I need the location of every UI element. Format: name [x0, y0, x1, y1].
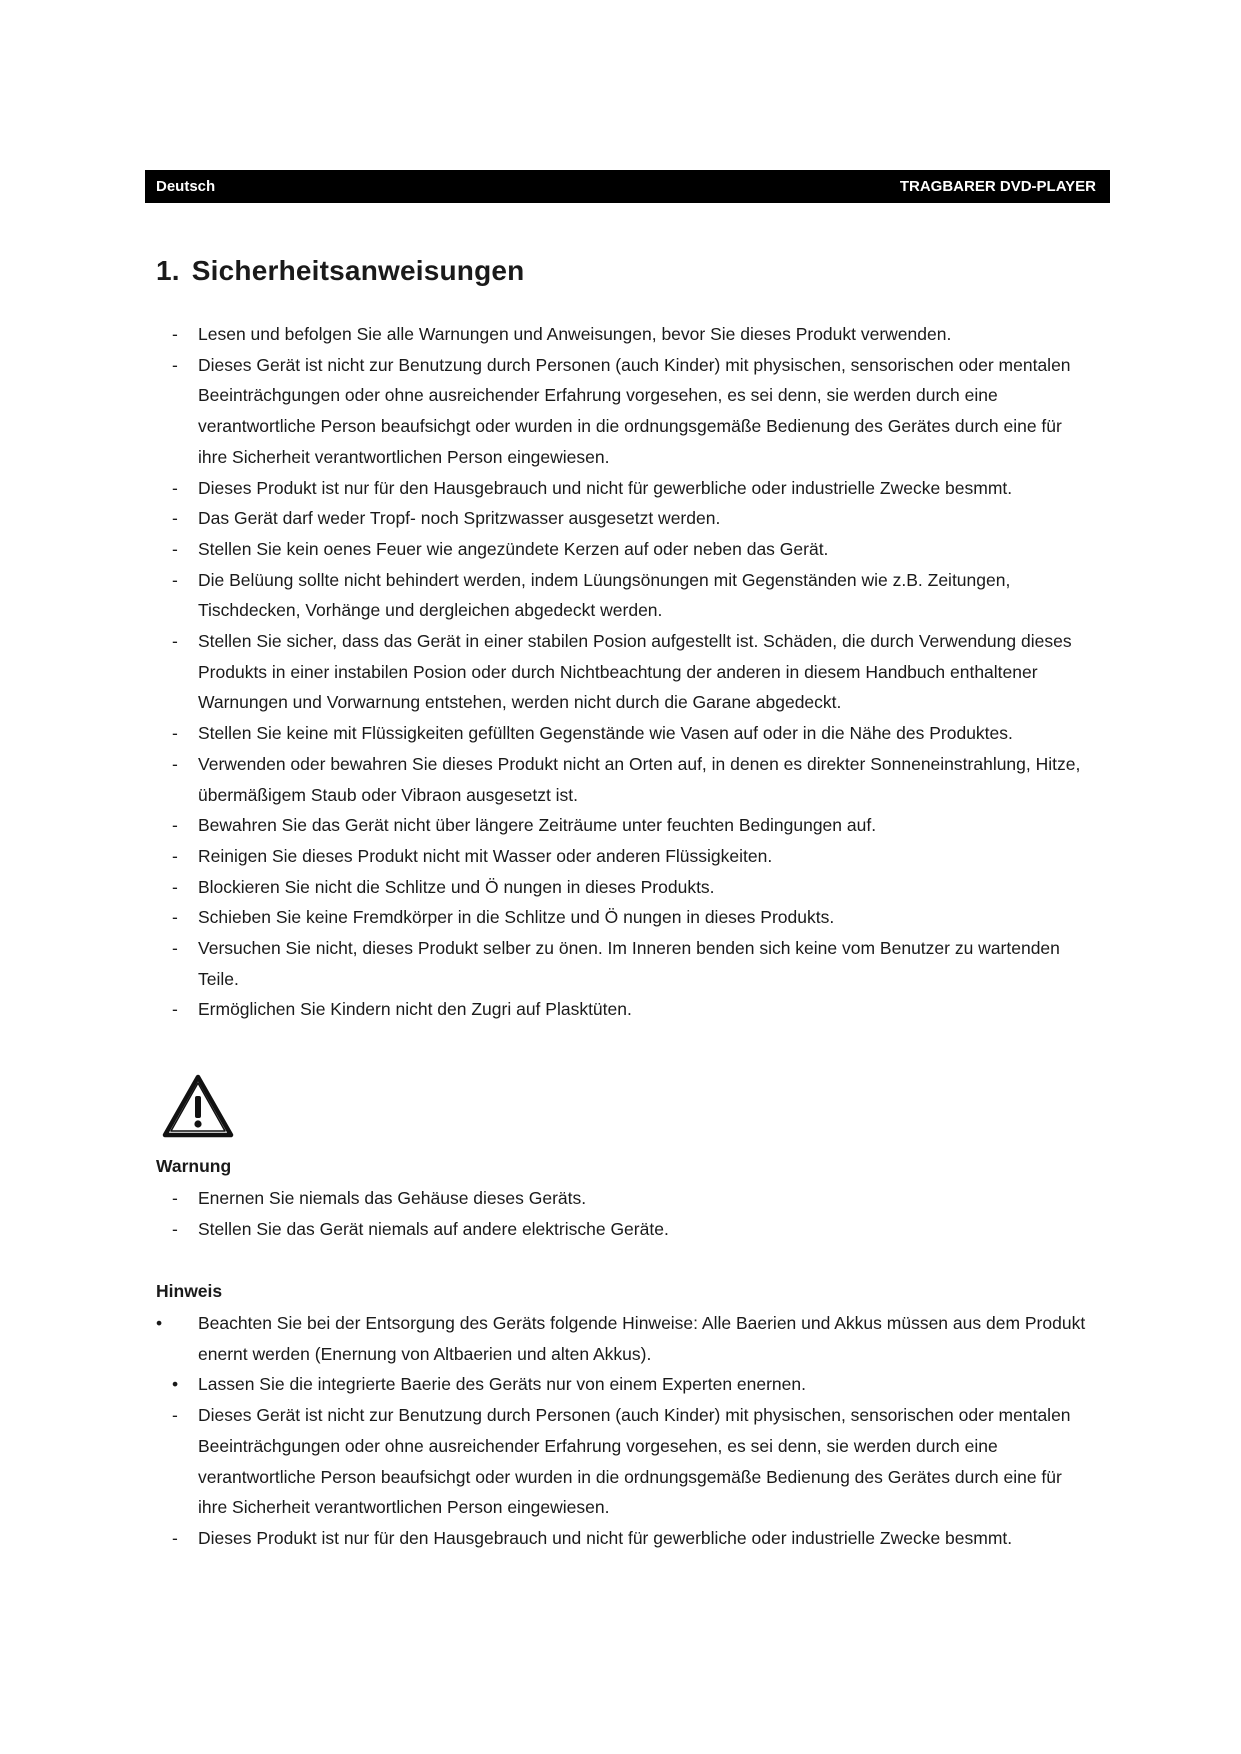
- header-product: TRAGBARER DVD-PLAYER: [899, 178, 1096, 195]
- list-item: - Stellen Sie keine mit Flüssigkeiten gefüllten Gegenstände wie Vasen auf oder in die Nähe des Produktes.: [156, 718, 1086, 749]
- note-heading: Hinweis: [156, 1281, 223, 1301]
- list-item: - Die Belüung sollte nicht behindert werden, indem Lüungsönungen mit Gegenständen wie z.B. Zeitungen, Tischdecken, Vorhänge und dergleichen abgedeckt werden.: [156, 565, 1086, 626]
- list-item: - Bewahren Sie das Gerät nicht über längere Zeiträume unter feuchten Bedingungen auf.: [156, 810, 1086, 841]
- list-item: - Das Gerät darf weder Tropf- noch Spritzwasser ausgesetzt werden.: [156, 503, 1086, 534]
- list-item: - Verwenden oder bewahren Sie dieses Produkt nicht an Orten auf, in denen es direkter Sonneneinstrahlung, Hitze, übermäßigem Staub oder Vibraon ausgesetzt ist.: [156, 749, 1086, 810]
- list-item: - Ermöglichen Sie Kindern nicht den Zugri auf Plasktüten.: [156, 994, 1086, 1025]
- section-title-text: Sicherheitsanweisungen: [191, 255, 525, 286]
- note-list: [156, 1308, 1086, 1554]
- warning-triangle-icon: [162, 1074, 234, 1138]
- list-item: - Enernen Sie niemals das Gehäuse dieses Geräts.: [156, 1183, 1086, 1214]
- list-item: - Stellen Sie kein oenes Feuer wie angezündete Kerzen auf oder neben das Gerät.: [156, 534, 1086, 565]
- list-item: - Schieben Sie keine Fremdkörper in die Schlitze und Ö nungen in dieses Produkts.: [156, 902, 1086, 933]
- list-item: - Dieses Gerät ist nicht zur Benutzung durch Personen (auch Kinder) mit physischen, sensorischen oder mentalen Beeinträchgungen oder ohne ausreichender Erfahrung vorgesehen, es sei denn, sie werden durch eine verantwortliche Person beaufsichgt oder wurden in die ordnungsgemäße Bedienung des Gerätes durch eine für ihre Sicherheit verantwortlichen Person eingewiesen.: [156, 350, 1086, 473]
- list-item: - Versuchen Sie nicht, dieses Produkt selber zu önen. Im Inneren benden sich keine vom Benutzer zu wartenden Teile.: [156, 933, 1086, 994]
- section-number: 1.: [156, 255, 180, 286]
- list-item: - Blockieren Sie nicht die Schlitze und Ö nungen in dieses Produkts.: [156, 872, 1086, 903]
- warning-list: [156, 1183, 1086, 1244]
- list-item: - Stellen Sie das Gerät niemals auf andere elektrische Geräte.: [156, 1214, 1086, 1245]
- section-title: [156, 255, 524, 287]
- safety-list: [156, 319, 1086, 1025]
- list-item: • Lassen Sie die integrierte Baerie des Geräts nur von einem Experten enernen.: [156, 1369, 1086, 1400]
- list-item: - Dieses Produkt ist nur für den Hausgebrauch und nicht für gewerbliche oder industrielle Zwecke besmmt.: [156, 1523, 1086, 1554]
- list-item: • Beachten Sie bei der Entsorgung des Geräts folgende Hinweise: Alle Baerien und Akkus müssen aus dem Produkt enernt werden (Enernung von Altbaerien und alten Akkus).: [156, 1308, 1086, 1369]
- list-item: - Stellen Sie sicher, dass das Gerät in einer stabilen Posion aufgestellt ist. Schäden, die durch Verwendung dieses Produkts in einer instabilen Posion oder durch Nichtbeachtung der anderen in diesem Handbuch enthaltener Warnungen und Vorwarnung entstehen, werden nicht durch die Garane abgedeckt.: [156, 626, 1086, 718]
- list-item: - Dieses Produkt ist nur für den Hausgebrauch und nicht für gewerbliche oder industrielle Zwecke besmmt.: [156, 473, 1086, 504]
- page-header: [145, 170, 1110, 203]
- list-item: - Dieses Gerät ist nicht zur Benutzung durch Personen (auch Kinder) mit physischen, sensorischen oder mentalen Beeinträchgungen oder ohne ausreichender Erfahrung vorgesehen, es sei denn, sie werden durch eine verantwortliche Person beaufsichgt oder wurden in die ordnungsgemäße Bedienung des Gerätes durch eine für ihre Sicherheit verantwortlichen Person eingewiesen.: [156, 1400, 1086, 1523]
- list-item: - Reinigen Sie dieses Produkt nicht mit Wasser oder anderen Flüssigkeiten.: [156, 841, 1086, 872]
- warning-heading: Warnung: [156, 1156, 232, 1176]
- list-item: - Lesen und befolgen Sie alle Warnungen und Anweisungen, bevor Sie dieses Produkt verwenden.: [156, 319, 1086, 350]
- header-language: Deutsch: [156, 178, 216, 195]
